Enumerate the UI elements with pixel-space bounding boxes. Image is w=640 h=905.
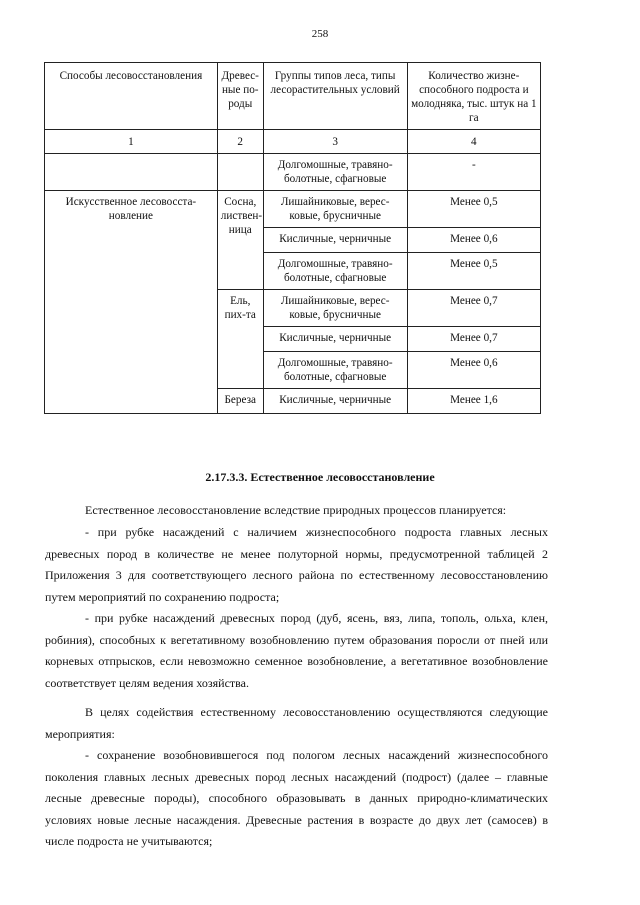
forest-type-cell: Лишайниковые, верес-ковые, брусничные bbox=[263, 290, 407, 327]
forest-type-cell: Кисличные, черничные bbox=[263, 327, 407, 352]
quantity-cell: Менее 0,5 bbox=[407, 191, 540, 228]
header-species: Древес-ные по-роды bbox=[217, 63, 263, 130]
quantity-cell: Менее 1,6 bbox=[407, 389, 540, 414]
body-paragraph: Естественное лесовосстановление вследствие природных процессов планируется: bbox=[85, 503, 507, 517]
section-heading: 2.17.3.3. Естественное лесовосстановление bbox=[205, 470, 435, 484]
species-cell-empty bbox=[217, 154, 263, 191]
species-cell: Береза bbox=[217, 389, 263, 414]
table-number-row bbox=[45, 130, 541, 154]
body-paragraph: - сохранение возобновившегося под пологом лесных насаждений жизнеспособного поколения главных лесных древесных пород лесных насаждений (подрост) (далее – главные лесные древесные породы), способного образовывать в данных природно-климатических условиях новые лесные насаждения. Древесные растения в возрасте до двух лет (самосев) в числе подроста не учитываются; bbox=[45, 748, 548, 848]
table-row bbox=[45, 191, 541, 228]
method-cell-empty bbox=[45, 154, 218, 191]
column-number: 2 bbox=[217, 130, 263, 154]
forest-type-cell: Долгомошные, травяно-болотные, сфагновые bbox=[263, 352, 407, 389]
species-cell: Сосна, листвен-ница bbox=[217, 191, 263, 290]
column-number: 3 bbox=[263, 130, 407, 154]
body-paragraph: - при рубке насаждений с наличием жизнеспособного подроста главных лесных древесных пород в количестве не менее полуторной нормы, предусмотренной таблицей 2 Приложения 3 для соответствующего лесного района по естественному лесовосстановлению путем мероприятий по сохранению подроста; bbox=[45, 525, 548, 604]
page-number: 258 bbox=[311, 28, 329, 40]
quantity-cell: Менее 0,7 bbox=[407, 290, 540, 327]
table-row bbox=[45, 154, 541, 191]
table-header-row bbox=[45, 63, 541, 130]
quantity-cell: Менее 0,6 bbox=[407, 352, 540, 389]
body-paragraph: В целях содействия естественному лесовосстановлению осуществляются следующие мероприятия: bbox=[45, 705, 548, 741]
header-forest-type: Группы типов леса, типы лесорастительных условий bbox=[263, 63, 407, 130]
quantity-cell: Менее 0,5 bbox=[407, 253, 540, 290]
header-method: Способы лесовосстановления bbox=[45, 63, 218, 130]
column-number: 4 bbox=[407, 130, 540, 154]
reforestation-table bbox=[44, 62, 541, 414]
body-paragraph: - при рубке насаждений древесных пород (дуб, ясень, вяз, липа, тополь, ольха, клен, робиния), способных к вегетативному возобновлению путем образования поросли от пней или корневых отпрысков, если невозможно семенное возобновление, а вегетативное возобновление соответствует целям ведения хозяйства. bbox=[45, 611, 548, 690]
method-cell: Искусственное лесовосста-новление bbox=[45, 191, 218, 414]
forest-type-cell: Кисличные, черничные bbox=[263, 389, 407, 414]
species-cell: Ель, пих-та bbox=[217, 290, 263, 389]
quantity-cell: Менее 0,7 bbox=[407, 327, 540, 352]
column-number: 1 bbox=[45, 130, 218, 154]
header-quantity: Количество жизне-способного подроста и молодняка, тыс. штук на 1 га bbox=[407, 63, 540, 130]
quantity-cell: Менее 0,6 bbox=[407, 228, 540, 253]
quantity-cell: - bbox=[407, 154, 540, 191]
forest-type-cell: Долгомошные, травяно-болотные, сфагновые bbox=[263, 154, 407, 191]
forest-type-cell: Кисличные, черничные bbox=[263, 228, 407, 253]
forest-type-cell: Долгомошные, травяно-болотные, сфагновые bbox=[263, 253, 407, 290]
forest-type-cell: Лишайниковые, верес-ковые, брусничные bbox=[263, 191, 407, 228]
